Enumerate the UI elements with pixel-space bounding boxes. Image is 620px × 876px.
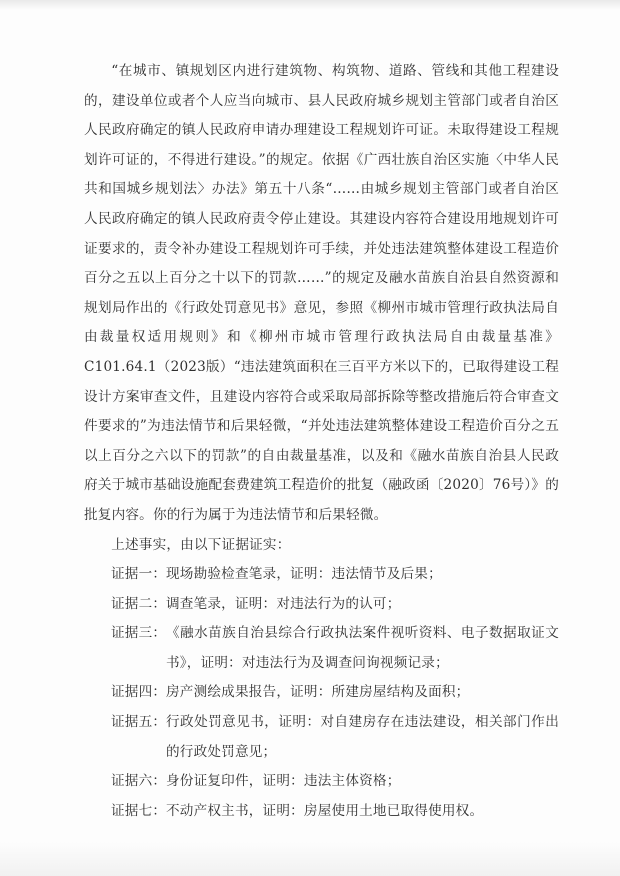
evidence-item-6 <box>84 767 559 797</box>
evidence-text: 行政处罚意见书，证明：对自建房存在违法建设，相关部门作出的行政处罚意见； <box>166 714 559 760</box>
evidence-item-4 <box>84 678 559 708</box>
evidence-label: 证据七： <box>111 802 167 819</box>
evidence-label: 证据五： <box>111 714 167 731</box>
document-body <box>84 57 559 826</box>
main-paragraph: “在城市、镇规划区内进行建筑物、构筑物、道路、管线和其他工程建设的，建设单位或者个人应当向城市、县人民政府城乡规划主管部门或者自治区人民政府确定的镇人民政府申请办理建设工程规划许可证。未取得建设工程规划许可证的，不得进行建设。”的规定。依据《广西壮族自治区实施〈中华人民共和国城乡规划法〉办法》第五十八条“……由城乡规划主管部门或者自治区人民政府确定的镇人民政府责令停止建设。其建设内容符合建设用地规划许可证要求的，责令补办建设工程规划许可手续，并处违法建筑整体建设工程造价百分之五以上百分之十以下的罚款……”的规定及融水苗族自治县自然资源和规划局作出的《行政处罚意见书》意见，参照《柳州市城市管理行政执法局自由裁量权适用规则》和《柳州市城市管理行政执法局自由裁量基准》C101.64.1（2023版）“违法建筑面积在三百平方米以下的，已取得建设工程设计方案审查文件，且建设内容符合或采取局部拆除等整改措施后符合审查文件要求的”为违法情节和后果轻微，“并处违法建筑整体建设工程造价百分之五以上百分之六以下的罚款”的自由裁量基准，以及和《融水苗族自治县人民政府关于城市基础设施配套费建筑工程造价的批复（融政函〔2020〕76号）》的批复内容。你的行为属于为违法情节和后果轻微。 <box>84 63 559 523</box>
evidence-item-5 <box>84 708 559 767</box>
evidence-item-7 <box>84 797 559 827</box>
evidence-text: 调查笔录，证明：对违法行为的认可； <box>166 595 401 612</box>
evidence-text: 《融水苗族自治县综合行政执法案件视听资料、电子数据取证文书》，证明：对违法行为及调查问询视频记录； <box>166 625 559 671</box>
evidence-label: 证据一： <box>111 566 167 583</box>
evidence-text: 不动产权主书，证明：房屋使用土地已取得使用权。 <box>166 802 484 819</box>
page-top-shadow <box>0 0 620 10</box>
evidence-label: 证据三： <box>111 625 167 642</box>
evidence-text: 现场勘验检查笔录，证明：违法情节及后果； <box>166 566 442 583</box>
page-bottom-shadow <box>0 842 620 876</box>
evidence-text: 房产测绘成果报告，证明：所建房屋结构及面积； <box>166 684 470 701</box>
evidence-item-1 <box>84 560 559 590</box>
evidence-intro: 上述事实，由以下证据证实： <box>111 536 291 553</box>
evidence-list <box>84 560 559 826</box>
evidence-label: 证据六： <box>111 773 167 790</box>
evidence-text: 身份证复印件，证明：违法主体资格； <box>166 773 401 790</box>
evidence-label: 证据四： <box>111 684 167 701</box>
evidence-label: 证据二： <box>111 595 167 612</box>
evidence-item-3 <box>84 619 559 678</box>
evidence-item-2 <box>84 590 559 620</box>
